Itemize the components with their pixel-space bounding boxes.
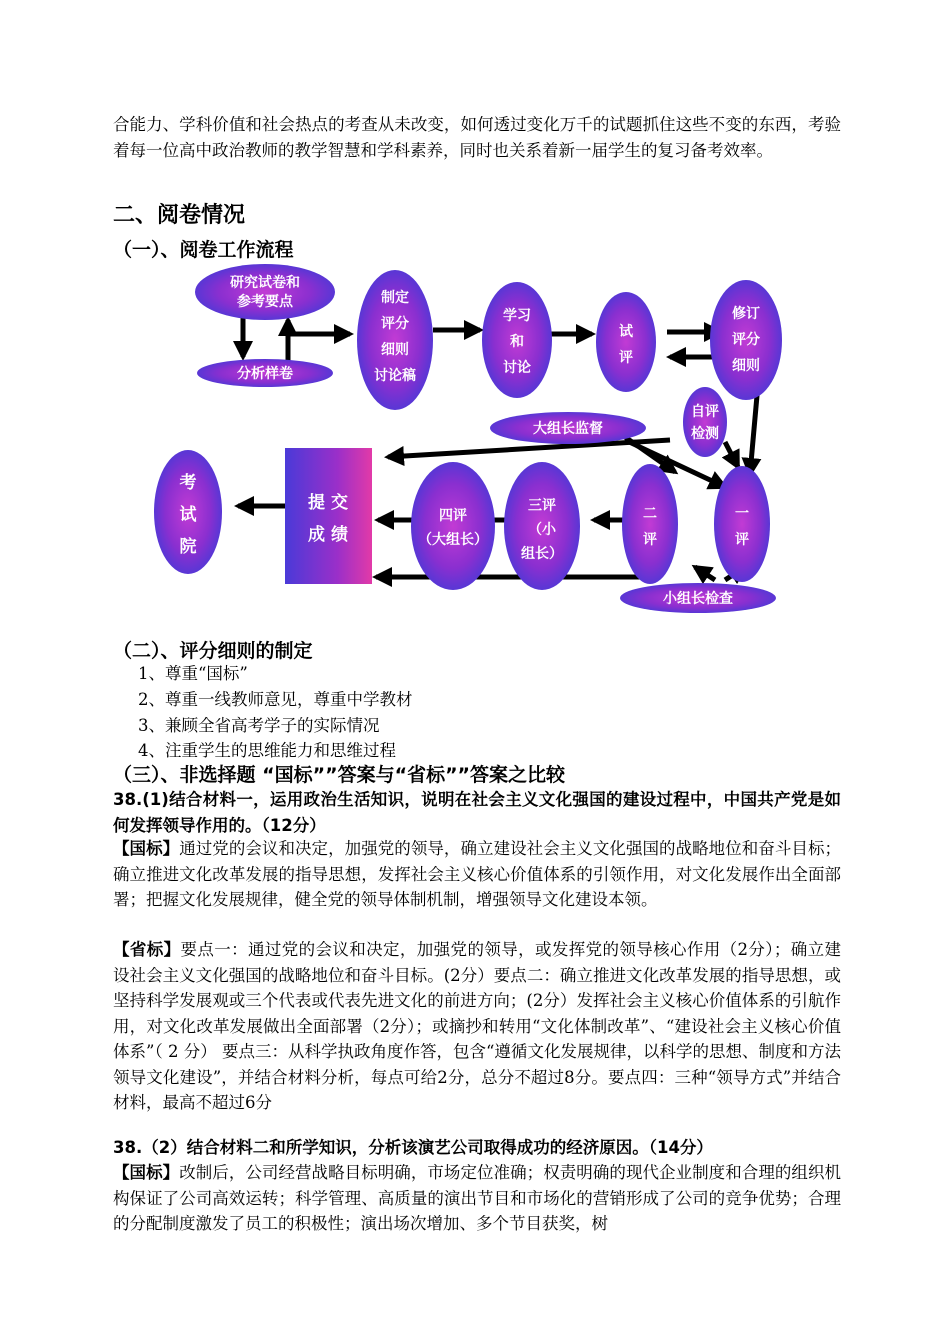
- subsection-heading-rules: （二）、评分细则的制定: [113, 640, 313, 662]
- node-revise-rules: [710, 280, 782, 400]
- svg-text:自评: 自评: [691, 404, 719, 420]
- shengbiao-answer-38-1: [113, 937, 841, 1116]
- svg-text:（大组长）: （大组长）: [418, 532, 488, 548]
- guobiao-text: 通过党的会议和决定，加强党的领导，确立建设社会主义文化强国的战略地位和奋斗目标；确立推进文化改革发展的指导思想，发挥社会主义核心价值体系的引领作用，对文化发展作出全面部署；把握文化发展规律，健全党的领导体制机制，增强领导文化建设本领。: [113, 839, 842, 909]
- svg-text:四评: 四评: [439, 508, 467, 524]
- svg-text:讨论: 讨论: [503, 360, 531, 376]
- svg-text:评分: 评分: [381, 316, 409, 332]
- intro-paragraph: 合能力、学科价值和社会热点的考查从未改变，如何透过变化万千的试题抓住这些不变的东西，考验着每一位高中政治教师的教学智慧和学科素养，同时也关系着新一届学生的复习备考效率。: [113, 115, 841, 160]
- svg-text:研究试卷和: 研究试卷和: [230, 275, 300, 291]
- principle-item-2: 2、尊重一线教师意见，尊重中学教材: [138, 690, 413, 709]
- node-first-eval: [714, 466, 770, 582]
- svg-text:组长）: 组长）: [521, 546, 563, 562]
- svg-text:评: 评: [735, 532, 749, 548]
- subsection-heading-comparison: （三）、非选择题 “国标””答案与“省标””答案之比较: [113, 764, 566, 786]
- svg-text:考: 考: [179, 473, 197, 493]
- svg-text:细则: 细则: [732, 358, 760, 374]
- guobiao-text: 改制后，公司经营战略目标明确，市场定位准确；权责明确的现代企业制度和合理的组织机构保证了公司高效运转；科学管理、高质量的演出节目和市场化的营销形成了公司的竞争优势；合理的分配制度激发了员工的积极性；演出场次增加、多个节目获奖，树: [113, 1163, 842, 1233]
- svg-text:讨论稿: 讨论稿: [374, 368, 416, 384]
- node-third-eval: [504, 462, 580, 590]
- node-fourth-eval: [411, 462, 495, 590]
- node-draft-rules: [357, 270, 433, 410]
- svg-text:参考要点: 参考要点: [237, 294, 293, 310]
- node-group-leader-check: [620, 583, 776, 613]
- svg-text:（小: （小: [528, 522, 556, 538]
- guobiao-answer-38-2: [113, 1160, 841, 1237]
- svg-text:小组长检查: 小组长检查: [663, 591, 733, 607]
- svg-text:一: 一: [735, 506, 749, 522]
- guobiao-tag: 【国标】: [113, 839, 180, 858]
- shengbiao-text: 要点一：通过党的会议和决定，加强党的领导，或发挥党的领导核心作用（2分）；确立建设社会主义文化强国的战略地位和奋斗目标。(2分）要点二：确立推进文化改革发展的指导思想，或坚持科学发展观或三个代表或代表先进文化的前进方向；(2分）发挥社会主义核心价值体系的引航作用，对文化改革发展做出全面部署（2分）；或摘抄和转用“文化体制改革”、“建设社会主义核心价值体系”（ 2 分） 要点三：从科学执政角度作答，包含“遵循文化发展规律，以科学的思想、制度和方法领导文化建设”，并结合材料分析，每点可给2分，总分不超过8分。要点四：三种“领导方式”并结合材料，最高不超过6分: [113, 940, 842, 1112]
- svg-text:评分: 评分: [732, 332, 760, 348]
- svg-text:修订: 修订: [732, 306, 760, 322]
- svg-text:试: 试: [619, 324, 633, 340]
- node-exam-institute: [154, 450, 222, 574]
- guobiao-answer-38-1: [113, 836, 841, 913]
- node-analyze-samples: [197, 359, 333, 387]
- question-38-1: 38.(1)结合材料一，运用政治生活知识，说明在社会主义文化强国的建设过程中，中国共产党是如何发挥领导作用的。（12分）: [113, 790, 841, 835]
- svg-text:学习: 学习: [503, 308, 531, 324]
- svg-text:大组长监督: 大组长监督: [533, 421, 603, 437]
- svg-text:三评: 三评: [528, 498, 556, 514]
- node-learn-discuss: [482, 282, 552, 398]
- svg-text:试: 试: [179, 505, 197, 525]
- svg-text:提 交: 提 交: [308, 493, 348, 513]
- node-team-leader-supervise: [490, 412, 646, 444]
- svg-text:和: 和: [510, 334, 524, 350]
- svg-text:制定: 制定: [381, 290, 409, 306]
- guobiao-tag: 【国标】: [113, 1163, 180, 1182]
- svg-text:评: 评: [643, 532, 657, 548]
- svg-text:成 绩: 成 绩: [308, 525, 348, 545]
- principle-item-4: 4、注重学生的思维能力和思维过程: [138, 741, 396, 760]
- section-heading: 二、阅卷情况: [113, 203, 246, 228]
- svg-text:评: 评: [619, 350, 633, 366]
- shengbiao-tag: 【省标】: [113, 940, 181, 959]
- grading-workflow-diagram: [150, 262, 800, 622]
- node-trial: [596, 292, 656, 392]
- svg-text:二: 二: [643, 506, 657, 522]
- svg-text:院: 院: [179, 537, 197, 557]
- principle-item-3: 3、兼顾全省高考学子的实际情况: [138, 716, 380, 735]
- svg-text:细则: 细则: [381, 342, 409, 358]
- node-submit: [285, 448, 372, 584]
- node-second-eval: [622, 464, 678, 584]
- node-self-check: [683, 387, 727, 457]
- question-38-2: 38.（2）结合材料二和所学知识，分析该演艺公司取得成功的经济原因。（14分）: [113, 1138, 713, 1157]
- svg-text:检测: 检测: [691, 426, 719, 442]
- subsection-heading-workflow: （一）、阅卷工作流程: [113, 239, 294, 261]
- principle-item-1: 1、尊重“国标”: [138, 664, 248, 683]
- node-study-paper: [195, 264, 335, 320]
- svg-text:分析样卷: 分析样卷: [237, 366, 293, 382]
